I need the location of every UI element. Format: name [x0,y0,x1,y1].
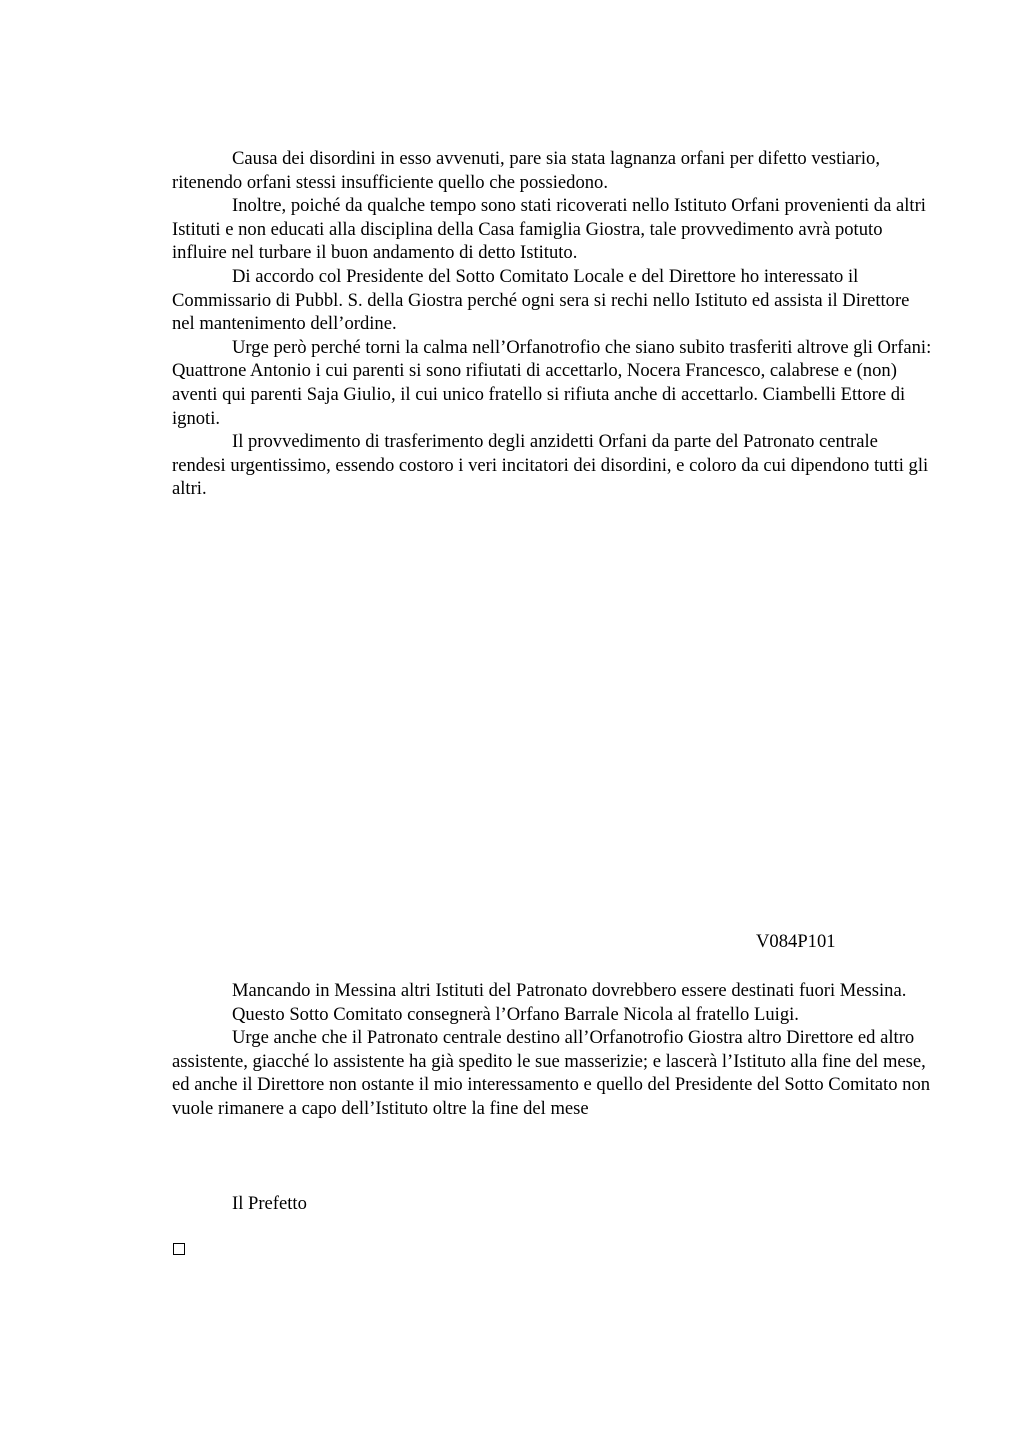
paragraph: Mancando in Messina altri Istituti del Patronato dovrebbero essere destinati fuori Messina. [232,980,907,1001]
empty-square-icon [173,1243,185,1255]
letter-body-part-2 [172,979,932,1121]
paragraph: Causa dei disordini in esso avvenuti, pare sia stata lagnanza orfani per difetto vestiario, ritenendo orfani stessi insufficiente quello che possiedono. [172,148,880,193]
paragraph: Inoltre, poiché da qualche tempo sono stati ricoverati nello Istituto Orfani provenienti da altri Istituti e non educati alla disciplina della Casa famiglia Giostra, tale provvedimento avrà potuto influire nel turbare il buon andamento di detto Istituto. [172,195,926,264]
paragraph: Questo Sotto Comitato consegnerà l’Orfano Barrale Nicola al fratello Luigi. [232,1003,799,1025]
paragraph: Urge anche che il Patronato centrale destino all’Orfanotrofio Giostra altro Direttore ed altro assistente, giacché lo assistente ha già spedito le sue masserizie; e lascerà l’Istituto alla fine del mese, ed anche il Direttore non ostante il mio interessamento e quello del Presidente del Sotto Comitato non vuole rimanere a capo dell’Istituto oltre la fine del mese [172,1027,931,1119]
paragraph: Di accordo col Presidente del Sotto Comitato Locale e del Direttore ho interessato il Commissario di Pubbl. S. della Giostra perché ogni sera si rechi nello Istituto ed assista il Direttore nel mantenimento dell’ordine. [172,265,910,335]
page-code: V084P101 [756,931,836,952]
signature-line: Il Prefetto [232,1193,307,1214]
letter-body-part-1 [172,147,932,501]
paragraph: Il provvedimento di trasferimento degli anzidetti Orfani da parte del Patronato centrale rendesi urgentissimo, essendo costoro i veri incitatori dei disordini, e coloro da cui dipendono tutti gli altri. [172,431,929,500]
paragraph: Urge però perché torni la calma nell’Orfanotrofio che siano subito trasferiti altrove gli Orfani: Quattrone Antonio i cui parenti si sono rifiutati di accettarlo, Nocera Francesco, calabrese e (non) aventi qui parenti Saja Giulio, il cui unico fratello si rifiuta anche di accettarlo. Ciambelli Ettore di ignoti. [172,336,932,429]
